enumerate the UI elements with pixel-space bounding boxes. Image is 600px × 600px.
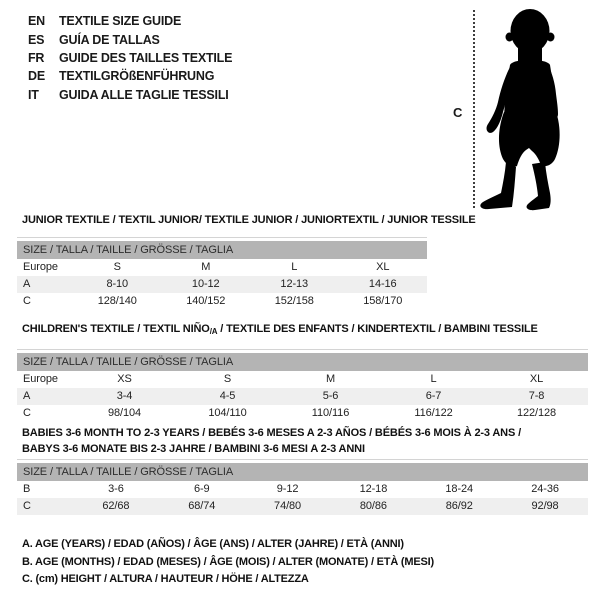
value-cell: 3-6 [108,483,124,495]
table-top-rule [17,349,588,350]
language-code: EN [28,14,45,29]
value-cell: M [201,261,211,273]
value-cell: 80/86 [359,500,387,512]
value-cell: 92/98 [531,500,559,512]
value-cell: 104/110 [208,407,247,419]
baby-silhouette-icon [468,4,598,212]
value-cell: 98/104 [107,407,142,419]
table-size-header: SIZE / TALLA / TAILLE / GRÖSSE / TAGLIA [17,463,588,481]
height-measure-label: C [453,105,463,120]
language-code: DE [28,69,45,84]
row-label-cell: A [23,390,31,402]
language-code: ES [28,32,45,47]
section-babies [17,425,588,515]
section-children [17,322,588,422]
value-cell: S [113,261,121,273]
babies-size-table [17,463,588,515]
table-row [17,481,588,498]
language-title: GUÍA DE TALLAS [59,32,160,47]
table-size-header: SIZE / TALLA / TAILLE / GRÖSSE / TAGLIA [17,241,427,259]
value-cell: 8-10 [106,278,129,290]
value-cell: 68/74 [188,500,216,512]
language-title: TEXTILGRÖßENFÜHRUNG [59,69,215,84]
language-row [28,49,232,67]
value-cell: 116/122 [414,407,453,419]
row-label-cell: B [23,483,31,495]
value-cell: 86/92 [445,500,473,512]
value-cell: 14-16 [368,278,397,290]
value-cell: 6-7 [425,390,442,402]
value-cell: 110/116 [311,407,350,419]
language-title: GUIDE DES TAILLES TEXTILE [59,50,233,65]
language-row [28,12,232,30]
value-cell: 12-18 [359,483,388,495]
table-row [17,371,588,388]
baby-figure-area [450,0,600,218]
note-height-cm: C. (cm) HEIGHT / ALTURA / HAUTEUR / HÖHE / ALTEZZA [22,573,309,585]
language-title: TEXTILE SIZE GUIDE [59,14,182,29]
junior-size-table [17,241,427,310]
value-cell: 122/128 [516,407,557,419]
children-size-table [17,353,588,422]
section-title [17,425,588,457]
table-row [17,405,588,422]
table-top-rule [17,237,427,238]
section-title-text: CHILDREN'S TEXTILE / TEXTIL NIÑO [22,323,210,335]
language-row [28,67,232,85]
language-title: GUIDA ALLE TAGLIE TESSILI [59,87,229,102]
value-cell: 6-9 [193,483,210,495]
value-cell: 24-36 [531,483,559,495]
row-label-cell: C [23,407,31,419]
table-row [17,259,427,276]
language-row [28,30,232,48]
value-cell: M [325,373,336,385]
value-cell: XS [117,373,132,385]
language-list [28,12,232,104]
section-title-line2: BABYS 3-6 MONATE BIS 2-3 JAHRE / BAMBINI 3-6 MESI A 2-3 ANNI [22,443,365,455]
note-age-years: A. AGE (YEARS) / EDAD (AÑOS) / ÂGE (ANS) / ALTER (JAHRE) / ETÀ (ANNI) [22,538,404,550]
table-row [17,498,588,515]
table-row [17,276,427,293]
value-cell: 10-12 [191,278,220,290]
section-title: JUNIOR TEXTILE / TEXTIL JUNIOR/ TEXTILE JUNIOR / JUNIORTEXTIL / JUNIOR TESSILE [22,214,476,226]
section-title [17,322,588,339]
row-label-cell: Europe [23,373,58,385]
section-title-line1: BABIES 3-6 MONTH TO 2-3 YEARS / BEBÉS 3-6 MESES A 2-3 AÑOS / BÉBÉS 3-6 MOIS À 2-3 ANS / [22,427,521,439]
row-label-cell: C [23,295,31,307]
section-junior [17,213,476,310]
section-title-subscript: /A [209,327,218,336]
value-cell: 4-5 [219,390,236,402]
table-row [17,388,588,405]
value-cell: 128/140 [97,295,137,307]
row-label-cell: Europe [23,261,58,273]
value-cell: 152/158 [274,295,314,307]
value-cell: 9-12 [276,483,299,495]
value-cell: XL [529,373,544,385]
legend-notes [17,536,434,589]
table-top-rule [17,459,588,460]
value-cell: 7-8 [528,390,545,402]
language-code: IT [28,87,39,102]
value-cell: L [291,261,298,273]
section-title-text: / TEXTILE DES ENFANTS / KINDERTEXTIL / BAMBINI TESSILE [217,323,538,335]
value-cell: 3-4 [116,390,133,402]
language-code: FR [28,50,45,65]
value-cell: S [223,373,232,385]
value-cell: 74/80 [274,500,302,512]
table-row [17,293,427,310]
table-size-header: SIZE / TALLA / TAILLE / GRÖSSE / TAGLIA [17,353,588,371]
note-age-months: B. AGE (MONTHS) / EDAD (MESES) / ÂGE (MOIS) / ALTER (MONATE) / ETÀ (MESI) [22,555,434,568]
value-cell: 158/170 [363,295,403,307]
value-cell: 12-13 [280,278,309,290]
row-label-cell: A [23,278,31,290]
value-cell: L [430,373,437,385]
row-label-cell: C [23,500,31,512]
value-cell: 5-6 [322,390,339,402]
value-cell: 140/152 [186,295,226,307]
language-row [28,86,232,104]
value-cell: 18-24 [445,483,474,495]
value-cell: XL [376,261,390,273]
value-cell: 62/68 [102,500,130,512]
